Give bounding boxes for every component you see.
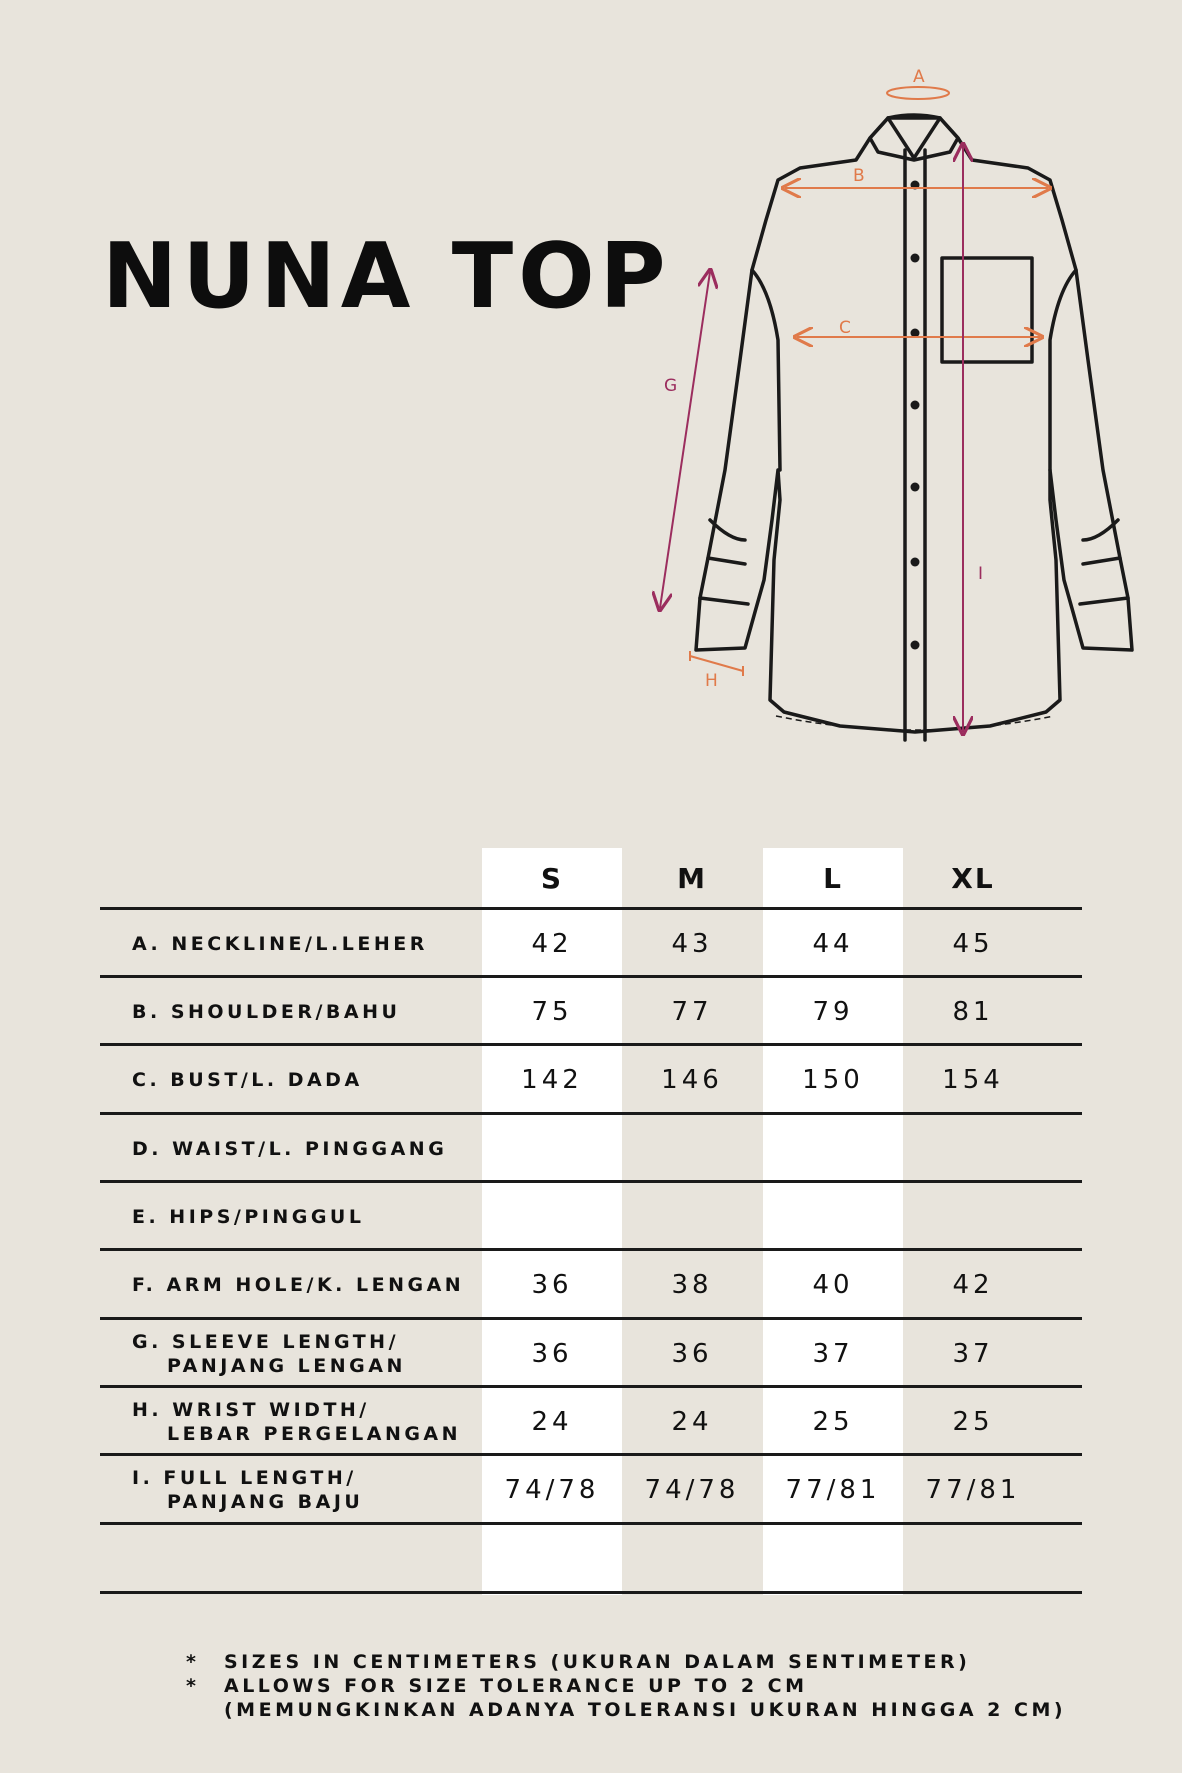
value-m: 24 [671, 1407, 713, 1437]
size-header-s: S [540, 862, 564, 895]
value-m: 43 [671, 929, 713, 959]
label-i: I [978, 564, 984, 584]
value-s [482, 1183, 622, 1251]
size-header-l: L [823, 862, 843, 895]
note-line: (MEMUNGKINKAN ADANYA TOLERANSI UKURAN HINGGA 2 CM) [224, 1699, 1067, 1721]
value-l: 150 [802, 1065, 864, 1095]
row-label: E. HIPS/PINGGUL [132, 1206, 365, 1228]
value-s: 36 [531, 1270, 573, 1300]
value-s: 74/78 [504, 1475, 600, 1505]
value-s: 75 [531, 997, 573, 1027]
row-label: D. WAIST/L. PINGGANG [132, 1138, 448, 1160]
row-label: H. WRIST WIDTH/ LEBAR PERGELANGAN [132, 1399, 462, 1445]
label-a: A [913, 67, 925, 87]
table-row [100, 910, 1082, 978]
table-row [100, 1046, 1082, 1114]
value-l: 25 [812, 1407, 854, 1437]
table-row [100, 1320, 1082, 1388]
table-row [100, 1456, 1082, 1524]
value-s: 36 [531, 1339, 573, 1369]
shirt-buttons [911, 181, 920, 650]
value-l [763, 1115, 903, 1183]
size-header-m: M [677, 862, 707, 895]
table-row [100, 978, 1082, 1046]
value-s: 24 [531, 1407, 573, 1437]
value-l: 77/81 [785, 1475, 881, 1505]
value-xl: 154 [942, 1065, 1004, 1095]
size-header-xl: XL [951, 862, 995, 895]
value-s [482, 1115, 622, 1183]
value-xl: 45 [952, 929, 994, 959]
value-m: 36 [671, 1339, 713, 1369]
value-m: 77 [671, 997, 713, 1027]
shirt-diagram [640, 55, 1160, 775]
value-l [763, 1525, 903, 1593]
value-m [622, 1525, 762, 1593]
note-line: * ALLOWS FOR SIZE TOLERANCE UP TO 2 CM [186, 1675, 808, 1697]
value-l [763, 1183, 903, 1251]
table-row [100, 1115, 1082, 1183]
value-l: 44 [812, 929, 854, 959]
value-xl [903, 1183, 1043, 1251]
label-g: G [664, 376, 678, 396]
value-m: 38 [671, 1270, 713, 1300]
note-line: * SIZES IN CENTIMETERS (UKURAN DALAM SENTIMETER) [186, 1651, 971, 1673]
table-row [100, 1251, 1082, 1319]
value-s [482, 1525, 622, 1593]
value-l: 40 [812, 1270, 854, 1300]
value-xl: 25 [952, 1407, 994, 1437]
value-m [622, 1115, 762, 1183]
sleeve-measure-arrow [660, 272, 710, 608]
value-s: 42 [531, 929, 573, 959]
label-c: C [839, 318, 851, 338]
table-rule [100, 1591, 1082, 1594]
row-label: C. BUST/L. DADA [132, 1069, 363, 1091]
value-m: 74/78 [644, 1475, 740, 1505]
value-l: 79 [812, 997, 854, 1027]
label-h: H [705, 671, 718, 691]
value-xl [903, 1115, 1043, 1183]
wrist-measure-arrow [690, 656, 743, 671]
table-row [100, 1183, 1082, 1251]
value-xl: 77/81 [925, 1475, 1021, 1505]
value-l: 37 [812, 1339, 854, 1369]
value-xl: 42 [952, 1270, 994, 1300]
size-chart-table [100, 848, 1082, 1596]
value-s: 142 [521, 1065, 583, 1095]
size-notes [186, 1650, 1066, 1722]
value-xl: 81 [952, 997, 994, 1027]
table-row [100, 1388, 1082, 1456]
value-m [622, 1183, 762, 1251]
table-row [100, 1525, 1082, 1593]
page-title: NUNA TOP [102, 224, 671, 329]
size-header-row [100, 848, 1082, 908]
value-xl [903, 1525, 1043, 1593]
neckline-measure-arrow [887, 87, 949, 99]
label-b: B [853, 166, 865, 186]
row-label: B. SHOULDER/BAHU [132, 1001, 401, 1023]
value-xl: 37 [952, 1339, 994, 1369]
row-label [132, 1525, 472, 1593]
row-label: I. FULL LENGTH/ PANJANG BAJU [132, 1467, 364, 1513]
row-label: F. ARM HOLE/K. LENGAN [132, 1274, 465, 1296]
row-label: G. SLEEVE LENGTH/ PANJANG LENGAN [132, 1331, 406, 1377]
value-m: 146 [661, 1065, 723, 1095]
row-label: A. NECKLINE/L.LEHER [132, 933, 428, 955]
